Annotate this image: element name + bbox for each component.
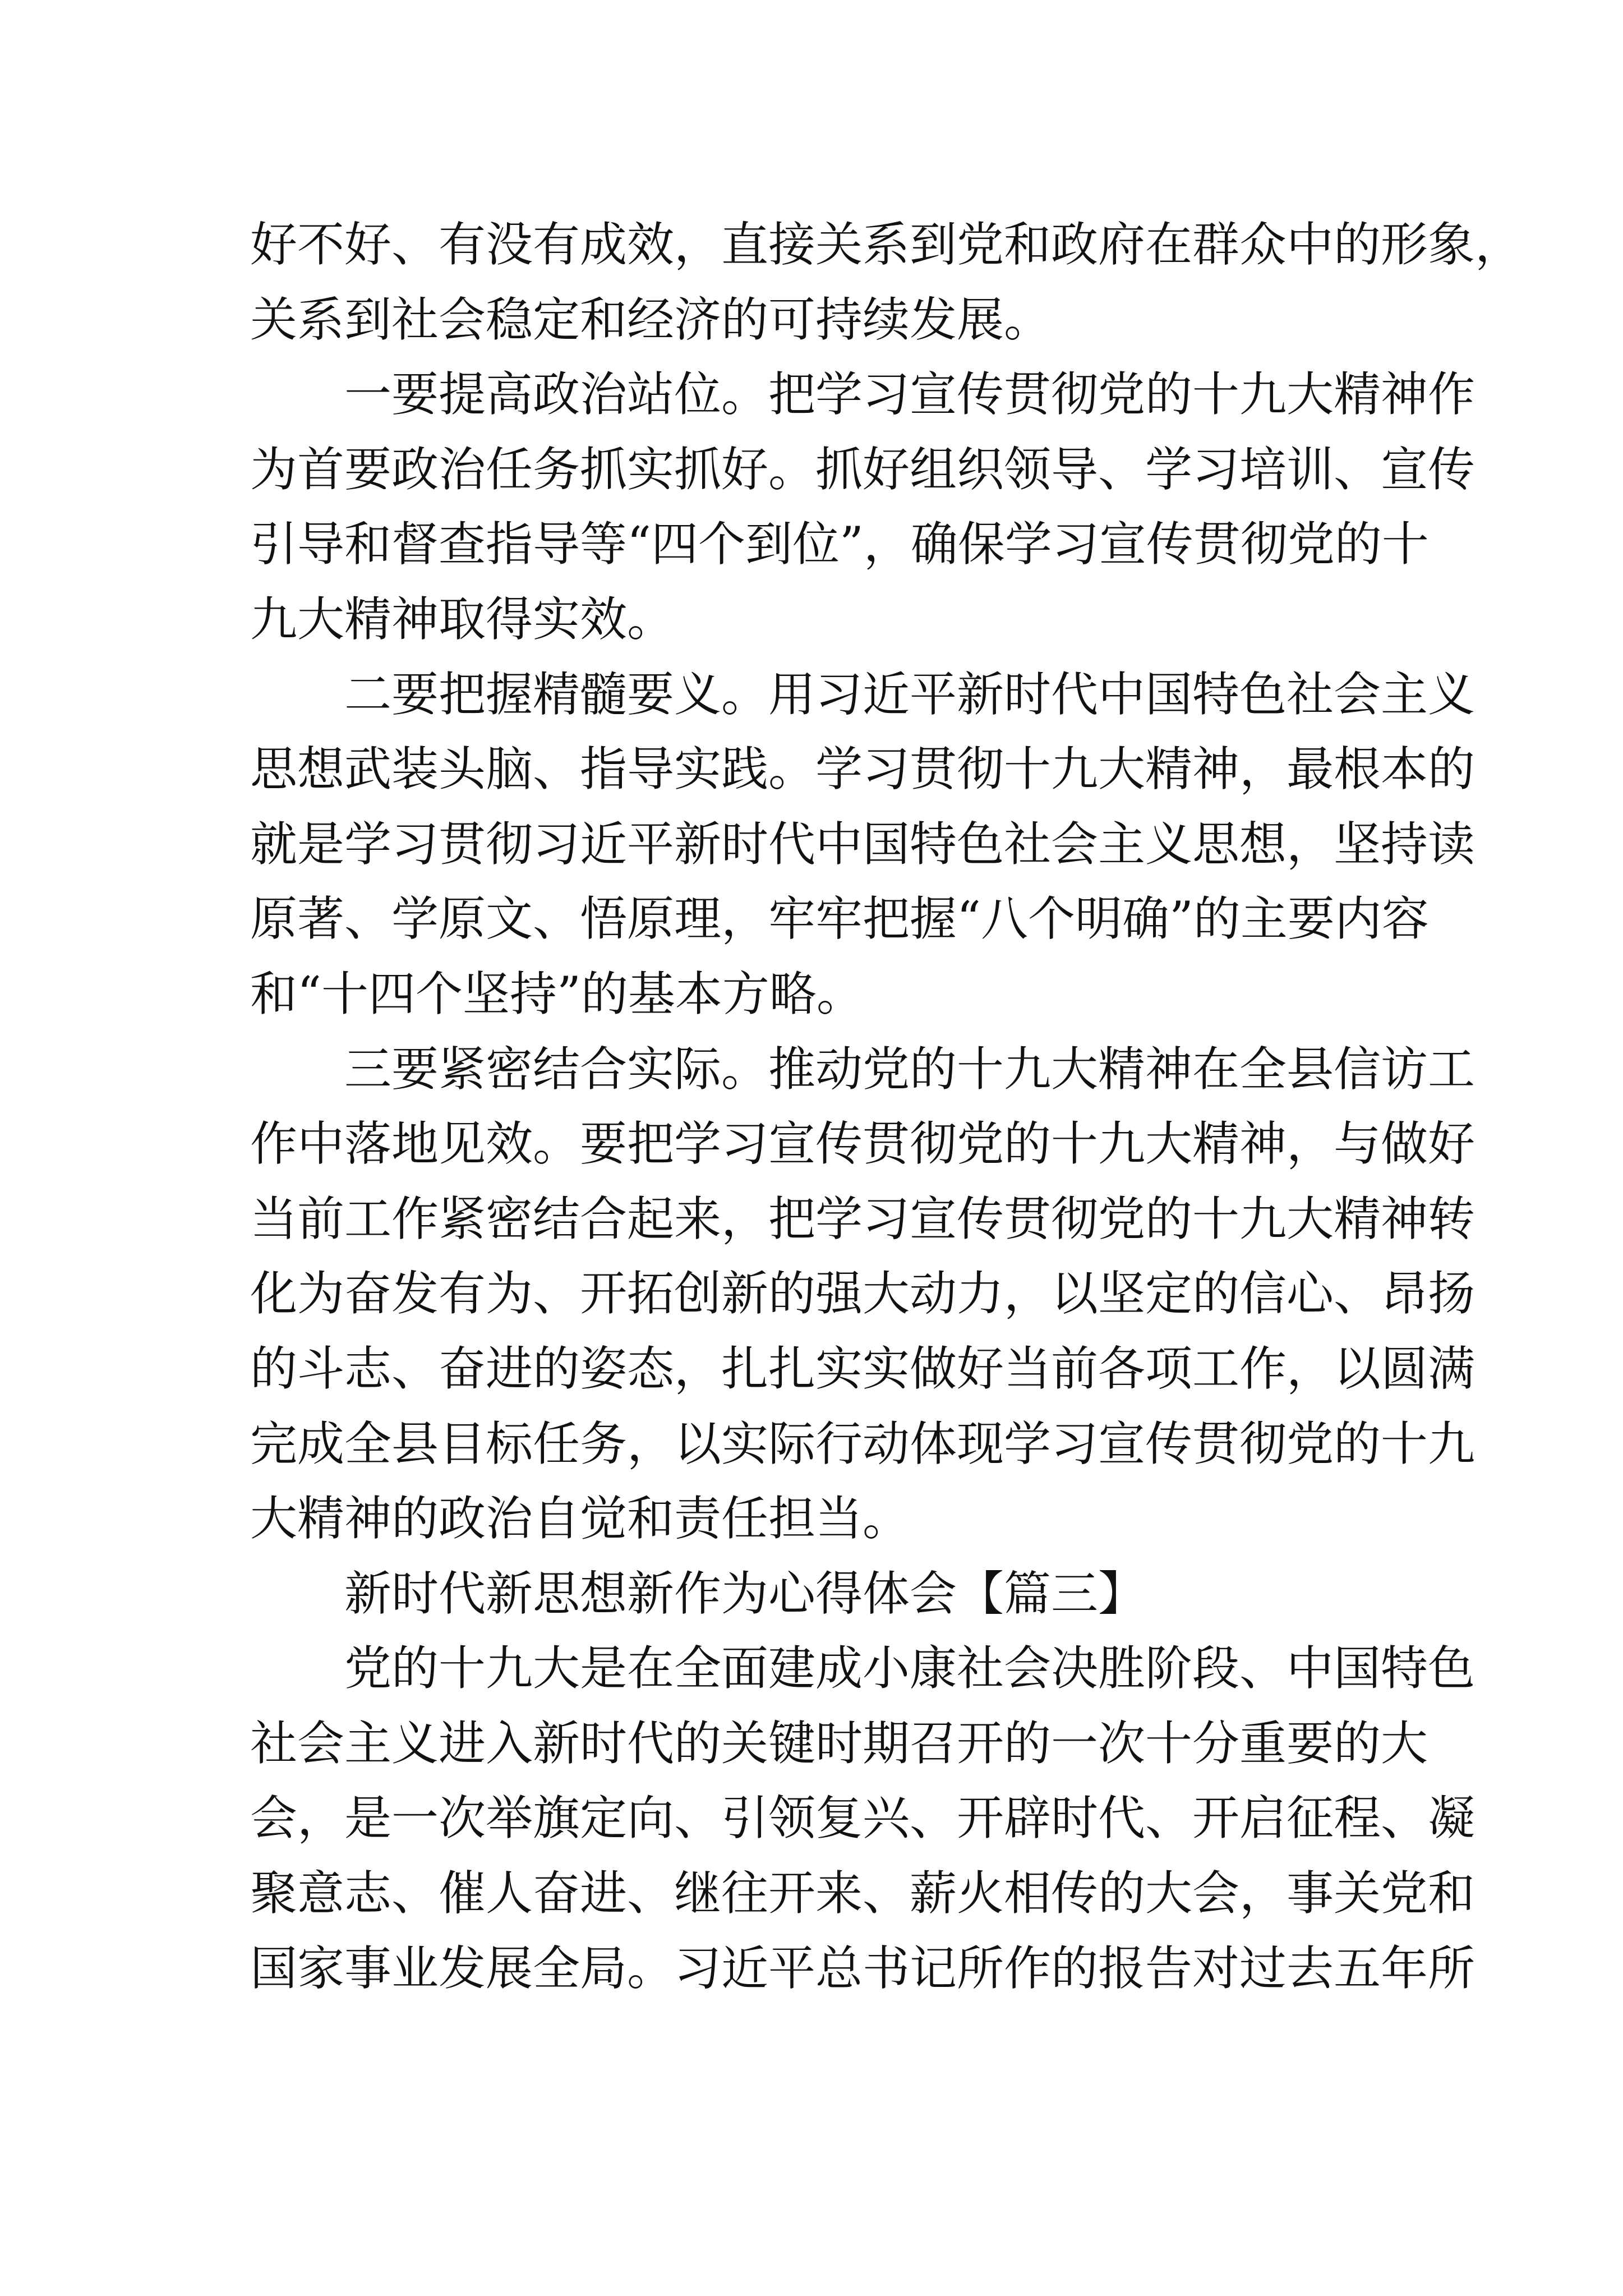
text-line: 原著、学原文、悟原理，牢牢把握“八个明确”的主要内容: [250, 891, 1429, 947]
paragraph-first-line: 党的十九大是在全面建成小康社会决胜阶段、中国特色: [344, 1641, 1476, 1696]
text-line: 九大精神取得实效。: [250, 591, 675, 647]
paragraph-first-line: 二要把握精髓要义。用习近平新时代中国特色社会主义: [344, 666, 1476, 722]
text-line: 关系到社会稳定和经济的可持续发展。: [250, 292, 1052, 347]
text-line: 大精神的政治自觉和责任担当。: [250, 1491, 910, 1547]
text-line: 引导和督查指导等“四个到位”，确保学习宣传贯彻党的十: [250, 517, 1429, 572]
text-line: 就是学习贯彻习近平新时代中国特色社会主义思想，坚持读: [250, 816, 1476, 872]
text-line: 聚意志、催人奋进、继往开来、薪火相传的大会，事关党和: [250, 1866, 1476, 1921]
text-line: 好不好、有没有成效，直接关系到党和政府在群众中的形象，: [250, 217, 1523, 272]
text-line: 思想武装头脑、指导实践。学习贯彻十九大精神，最根本的: [250, 742, 1476, 797]
text-line: 和“十四个坚持”的基本方略。: [250, 966, 864, 1022]
text-line: 当前工作紧密结合起来，把学习宣传贯彻党的十九大精神转: [250, 1191, 1476, 1246]
text-line: 化为奋发有为、开拓创新的强大动力，以坚定的信心、昂扬: [250, 1266, 1476, 1322]
section-heading: 新时代新思想新作为心得体会【篇三】: [344, 1566, 1146, 1621]
body-text: [250, 208, 1523, 2006]
text-line: 作中落地见效。要把学习宣传贯彻党的十九大精神，与做好: [250, 1116, 1476, 1172]
paragraph-first-line: 一要提高政治站位。把学习宣传贯彻党的十九大精神作: [344, 367, 1476, 422]
text-line: 会，是一次举旗定向、引领复兴、开辟时代、开启征程、凝: [250, 1791, 1476, 1846]
text-line: 国家事业发展全局。习近平总书记所作的报告对过去五年所: [250, 1940, 1476, 1996]
text-line: 社会主义进入新时代的关键时期召开的一次十分重要的大: [250, 1715, 1428, 1771]
paragraph-first-line: 三要紧密结合实际。推动党的十九大精神在全县信访工: [344, 1041, 1476, 1097]
text-line: 的斗志、奋进的姿态，扎扎实实做好当前各项工作，以圆满: [250, 1341, 1476, 1396]
text-line: 完成全县目标任务，以实际行动体现学习宣传贯彻党的十九: [250, 1416, 1476, 1471]
text-line: 为首要政治任务抓实抓好。抓好组织领导、学习培训、宣传: [250, 441, 1476, 497]
